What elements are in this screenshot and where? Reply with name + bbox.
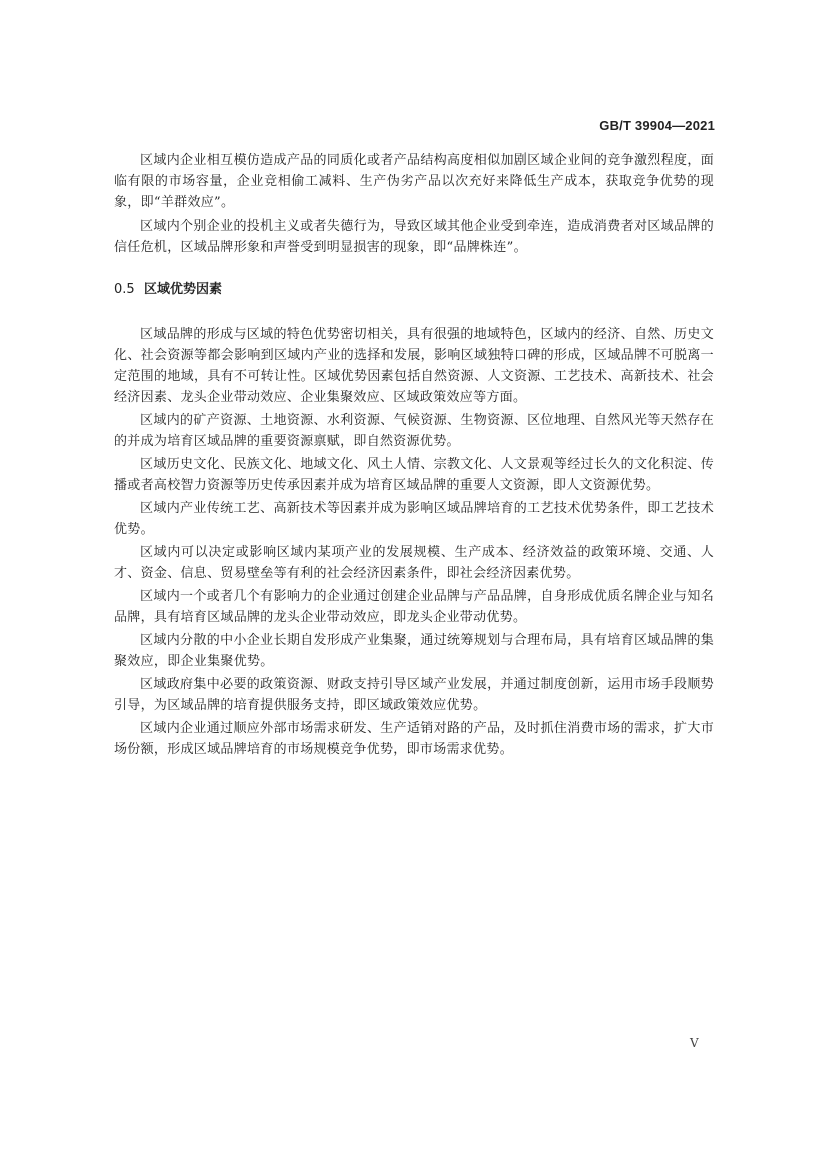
paragraph: 区域内企业相互模仿造成产品的同质化或者产品结构高度相似加剧区域企业间的竞争激烈程度，面临有限的市场容量，企业竞相偷工减料、生产伪劣产品以次充好来降低生产成本，获取竞争优势的现象，即“羊群效应”。 bbox=[114, 153, 714, 210]
paragraph: 区域内产业传统工艺、高新技术等因素并成为影响区域品牌培育的工艺技术优势条件，即工艺技术优势。 bbox=[114, 501, 714, 537]
paragraph: 区域内可以决定或影响区域内某项产业的发展规模、生产成本、经济效益的政策环境、交通、人才、资金、信息、贸易壁垒等有利的社会经济因素条件，即社会经济因素优势。 bbox=[114, 545, 714, 581]
page-body bbox=[114, 150, 714, 762]
paragraph: 区域内个别企业的投机主义或者失德行为，导致区域其他企业受到牵连，造成消费者对区域品牌的信任危机，区域品牌形象和声誉受到明显损害的现象，即“品牌株连”。 bbox=[114, 219, 714, 255]
paragraph: 区域历史文化、民族文化、地域文化、风土人情、宗教文化、人文景观等经过长久的文化积淀、传播或者高校智力资源等历史传承因素并成为培育区域品牌的重要人文资源，即人文资源优势。 bbox=[114, 457, 714, 493]
paragraph: 区域内一个或者几个有影响力的企业通过创建企业品牌与产品品牌，自身形成优质名牌企业与知名品牌，具有培育区域品牌的龙头企业带动效应，即龙头企业带动优势。 bbox=[114, 589, 714, 625]
paragraph: 区域内分散的中小企业长期自发形成产业集聚，通过统筹规划与合理布局，具有培育区域品牌的集聚效应，即企业集聚优势。 bbox=[114, 633, 714, 669]
section-body bbox=[114, 324, 714, 760]
section-title: 区域优势因素 bbox=[144, 282, 223, 297]
intro-block bbox=[114, 150, 714, 258]
standard-number: GB/T 39904—2021 bbox=[599, 118, 715, 133]
paragraph: 区域品牌的形成与区域的特色优势密切相关，具有很强的地域特色，区域内的经济、自然、历史文化、社会资源等都会影响到区域内产业的选择和发展，影响区域独特口碑的形成，区域品牌不可脱离一定范围的地域，具有不可转让性。区域优势因素包括自然资源、人文资源、工艺技术、高新技术、社会经济因素、龙头企业带动效应、企业集聚效应、区域政策效应等方面。 bbox=[114, 327, 714, 405]
paragraph: 区域内的矿产资源、土地资源、水利资源、气候资源、生物资源、区位地理、自然风光等天然存在的并成为培育区域品牌的重要资源禀赋，即自然资源优势。 bbox=[114, 413, 714, 449]
section-number: 0.5 bbox=[114, 282, 135, 297]
page-number: V bbox=[690, 1036, 699, 1050]
section-heading bbox=[114, 280, 714, 300]
paragraph: 区域政府集中必要的政策资源、财政支持引导区域产业发展，并通过制度创新，运用市场手段顺势引导，为区域品牌的培育提供服务支持，即区域政策效应优势。 bbox=[114, 677, 714, 713]
paragraph: 区域内企业通过顺应外部市场需求研发、生产适销对路的产品，及时抓住消费市场的需求，扩大市场份额，形成区域品牌培育的市场规模竞争优势，即市场需求优势。 bbox=[114, 721, 714, 757]
